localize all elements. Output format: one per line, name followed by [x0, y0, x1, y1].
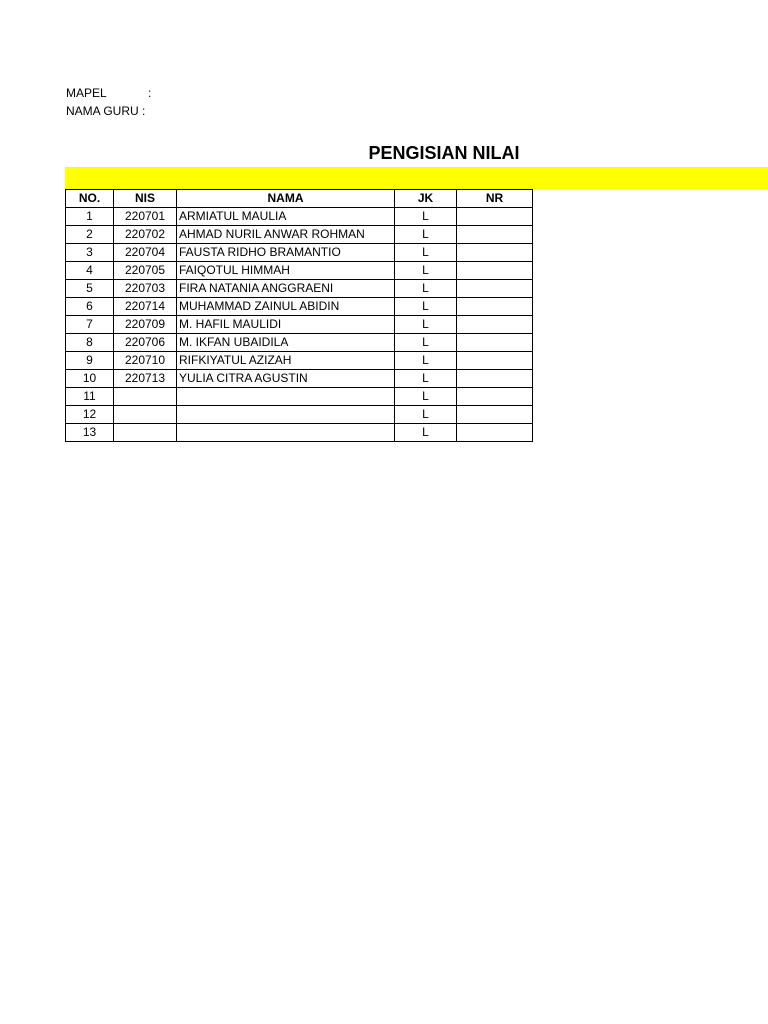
cell-jk: L: [395, 352, 457, 370]
cell-jk: L: [395, 334, 457, 352]
guru-label: NAMA GURU :: [66, 104, 146, 118]
cell-nr: [457, 388, 533, 406]
cell-nama: RIFKIYATUL AZIZAH: [177, 352, 395, 370]
highlight-band: [65, 167, 768, 189]
table-row: [66, 388, 533, 406]
col-header-no: NO.: [66, 190, 114, 208]
col-header-nis: NIS: [114, 190, 177, 208]
table-row: [66, 298, 533, 316]
cell-nis: 220713: [114, 370, 177, 388]
table-row: [66, 226, 533, 244]
table-row: [66, 280, 533, 298]
table-row: [66, 370, 533, 388]
cell-nr: [457, 208, 533, 226]
cell-nr: [457, 406, 533, 424]
cell-jk: L: [395, 388, 457, 406]
table-body: [66, 208, 533, 442]
grades-table: [65, 189, 533, 442]
cell-no: 12: [66, 406, 114, 424]
cell-jk: L: [395, 316, 457, 334]
table-row: [66, 244, 533, 262]
cell-nama: M. IKFAN UBAIDILA: [177, 334, 395, 352]
cell-nr: [457, 370, 533, 388]
cell-nama: ARMIATUL MAULIA: [177, 208, 395, 226]
cell-nama: FAUSTA RIDHO BRAMANTIO: [177, 244, 395, 262]
cell-nis: 220704: [114, 244, 177, 262]
cell-no: 10: [66, 370, 114, 388]
cell-nr: [457, 316, 533, 334]
cell-nama: [177, 424, 395, 442]
cell-jk: L: [395, 406, 457, 424]
cell-no: 13: [66, 424, 114, 442]
cell-nr: [457, 424, 533, 442]
cell-nis: 220701: [114, 208, 177, 226]
cell-nr: [457, 226, 533, 244]
cell-jk: L: [395, 424, 457, 442]
col-header-nama: NAMA: [177, 190, 395, 208]
cell-no: 4: [66, 262, 114, 280]
cell-no: 1: [66, 208, 114, 226]
cell-nis: 220705: [114, 262, 177, 280]
cell-nr: [457, 352, 533, 370]
cell-nr: [457, 262, 533, 280]
cell-jk: L: [395, 244, 457, 262]
cell-nis: [114, 424, 177, 442]
table-header-row: [66, 190, 533, 208]
cell-nama: YULIA CITRA AGUSTIN: [177, 370, 395, 388]
cell-no: 2: [66, 226, 114, 244]
cell-no: 8: [66, 334, 114, 352]
table-row: [66, 316, 533, 334]
cell-nama: FIRA NATANIA ANGGRAENI: [177, 280, 395, 298]
table-row: [66, 262, 533, 280]
table-row: [66, 352, 533, 370]
cell-nama: [177, 406, 395, 424]
guru-line: [66, 103, 145, 119]
cell-no: 3: [66, 244, 114, 262]
cell-jk: L: [395, 370, 457, 388]
cell-nr: [457, 334, 533, 352]
cell-jk: L: [395, 226, 457, 244]
cell-nis: 220710: [114, 352, 177, 370]
cell-nr: [457, 280, 533, 298]
cell-no: 7: [66, 316, 114, 334]
cell-nis: [114, 406, 177, 424]
cell-nama: [177, 388, 395, 406]
cell-no: 9: [66, 352, 114, 370]
page-title: PENGISIAN NILAI: [368, 143, 520, 163]
cell-jk: L: [395, 280, 457, 298]
cell-nama: MUHAMMAD ZAINUL ABIDIN: [177, 298, 395, 316]
cell-nr: [457, 298, 533, 316]
col-header-jk: JK: [395, 190, 457, 208]
mapel-label: MAPEL: [66, 86, 107, 100]
col-header-nr: NR: [457, 190, 533, 208]
cell-jk: L: [395, 298, 457, 316]
cell-no: 11: [66, 388, 114, 406]
cell-jk: L: [395, 208, 457, 226]
mapel-line: [66, 85, 151, 101]
cell-nis: 220702: [114, 226, 177, 244]
cell-nis: 220706: [114, 334, 177, 352]
cell-nis: 220714: [114, 298, 177, 316]
table-row: [66, 334, 533, 352]
cell-nis: 220709: [114, 316, 177, 334]
table-row: [66, 424, 533, 442]
cell-nis: 220703: [114, 280, 177, 298]
cell-no: 6: [66, 298, 114, 316]
cell-no: 5: [66, 280, 114, 298]
table-row: [66, 208, 533, 226]
cell-jk: L: [395, 262, 457, 280]
cell-nama: M. HAFIL MAULIDI: [177, 316, 395, 334]
mapel-colon: :: [148, 86, 152, 100]
cell-nama: AHMAD NURIL ANWAR ROHMAN: [177, 226, 395, 244]
cell-nr: [457, 244, 533, 262]
cell-nama: FAIQOTUL HIMMAH: [177, 262, 395, 280]
cell-nis: [114, 388, 177, 406]
table-row: [66, 406, 533, 424]
